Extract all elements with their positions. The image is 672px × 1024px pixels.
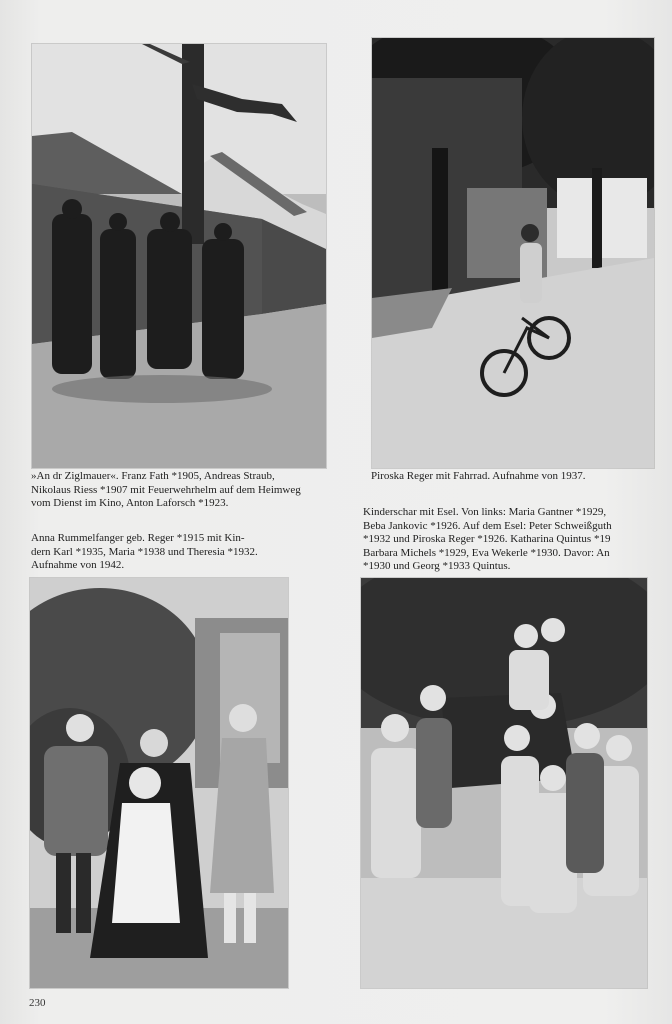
caption-line: Aufnahme von 1942.	[31, 559, 125, 571]
page-number: 230	[29, 997, 46, 1009]
caption-line: Piroska Reger mit Fahrrad. Aufnahme von 1937.	[371, 470, 586, 482]
caption-line: Kinderschar mit Esel. Von links: Maria Gantner *1929,	[363, 506, 607, 518]
photo-girl-on-bicycle	[372, 38, 654, 468]
caption-mother-with-children	[31, 532, 331, 573]
caption-line: Barbara Michels *1929, Eva Wekerle *1930. Davor: An	[363, 546, 610, 559]
caption-line: *1930 und Georg *1933 Quintus.	[363, 560, 511, 572]
caption-line: *1932 und Piroska Reger *1926. Katharina Quintus *19	[363, 533, 611, 545]
photo-children-with-donkey	[361, 578, 647, 988]
caption-line: Beba Jankovic *1926. Auf dem Esel: Peter Schweißguth	[363, 519, 612, 532]
photo-mother-with-children	[30, 578, 288, 988]
caption-line: vom Dienst im Kino, Anton Laforsch *1923.	[31, 497, 229, 509]
caption-children-with-donkey	[363, 506, 635, 574]
photo-men-at-wall	[32, 44, 326, 468]
caption-line: »An dr Ziglmauer«. Franz Fath *1905, Andreas Straub,	[31, 470, 275, 482]
caption-line: dern Karl *1935, Maria *1938 und Theresia *1932.	[31, 545, 258, 558]
caption-line: Nikolaus Riess *1907 mit Feuerwehrhelm auf dem Heimweg	[31, 483, 301, 496]
caption-girl-on-bicycle	[371, 470, 661, 484]
caption-line: Anna Rummelfanger geb. Reger *1915 mit Kin-	[31, 532, 245, 544]
caption-men-at-wall	[31, 470, 331, 511]
